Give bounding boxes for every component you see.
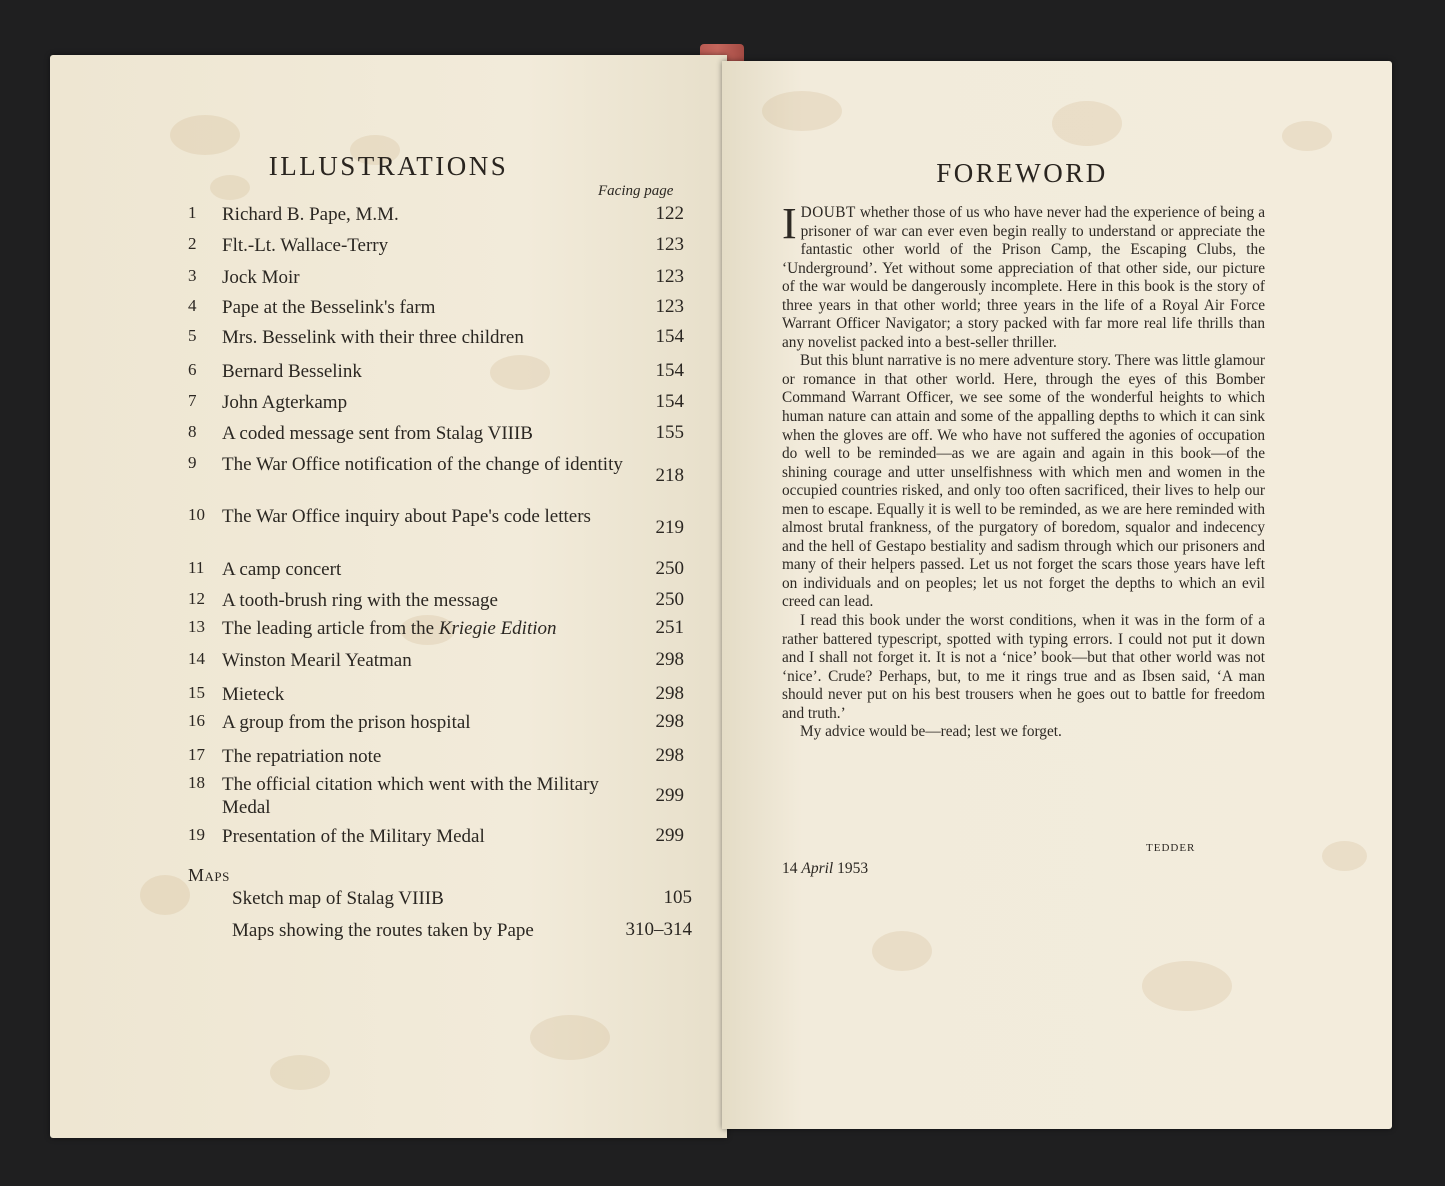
right-page-foreword	[722, 61, 1392, 1129]
left-page-illustrations	[50, 55, 727, 1138]
illustration-title: The repatriation note	[222, 746, 382, 767]
illustration-page: 251	[655, 617, 684, 638]
illustration-title: Presentation of the Military Medal	[222, 826, 485, 847]
illustration-number: 14	[188, 649, 205, 668]
foreword-paragraph: My advice would be—read; lest we forget.	[800, 723, 1062, 741]
map-page: 105	[663, 887, 692, 908]
illustration-page: 298	[655, 683, 684, 704]
illustration-page: 250	[655, 589, 684, 610]
illustration-page: 298	[655, 649, 684, 670]
illustration-page: 123	[655, 296, 684, 317]
illustration-title: Bernard Besselink	[222, 361, 362, 382]
illustration-number: 10	[188, 505, 205, 524]
illustration-number: 8	[188, 422, 197, 441]
illustration-number: 12	[188, 589, 205, 608]
illustration-number: 16	[188, 711, 205, 730]
illustration-number: 17	[188, 745, 205, 764]
map-title: Maps showing the routes taken by Pape	[232, 920, 534, 941]
illustration-page: 123	[655, 234, 684, 255]
illustration-page: 250	[655, 558, 684, 579]
foreword-paragraph: IDOUBT whether those of us who have never had the experience of being a prisoner of war can ever even begin really to understand or appreciate the fantastic other world of the Prison Camp, the Escaping Clubs, the ‘Underground’. Yet without some appreciation of that other side, our picture of the war would be dangerously incomplete. Here in this book is the story of three years in that other world; three years in the life of a Royal Air Force Warrant Officer Navigator; a story packed with far more real life thrills than any novelist packed into a best-seller thriller.	[782, 199, 1265, 351]
map-page: 310–314	[625, 919, 692, 940]
illustration-title-italic: Kriegie Edition	[438, 618, 557, 639]
illustration-title: Mieteck	[222, 684, 285, 705]
illustration-title: A coded message sent from Stalag VIIIB	[222, 423, 533, 444]
drop-cap: I	[782, 199, 797, 248]
foreword-heading: FOREWORD	[936, 158, 1108, 188]
illustration-title: A tooth-brush ring with the message	[222, 590, 498, 611]
maps-heading: Maps	[188, 865, 230, 885]
illustration-title: Jock Moir	[222, 267, 300, 288]
illustration-number: 19	[188, 825, 205, 844]
foreword-paragraph: I read this book under the worst conditions, when it was in the form of a rather battered typescript, spotted with typing errors. I could not put it down and I shall not forget it. It is not a ‘nice’ book—but that other world was not ‘nice’. Crude? Perhaps, but, to me it rings true and as Ibsen said, ‘A man should never put on his best trousers when he goes out to battle for freedom and truth.’	[782, 612, 1265, 722]
illustration-title: Pape at the Besselink's farm	[222, 297, 436, 318]
map-title: Sketch map of Stalag VIIIB	[232, 888, 444, 909]
foreword-paragraph: But this blunt narrative is no mere adventure story. There was little glamour or romance in that other world. Here, through the eyes of this Bomber Command Warrant Officer, we see some of the wonderful heights to which human nature can attain and some of the appalling depths to which it can sink when the gloves are off. We who have not suffered the agonies of occupation do well to be reminded—as we are again and again in this book—of the shining courage and utter unselfishness with which men and women in the occupied countries risked, and only too often sacrificed, their lives to help our men to escape. Equally it is well to be reminded, as we are here reminded with almost brutal frankness, of the purgatory of boredom, squalor and indecency and the hell of Gestapo bestiality and sadism through which our prisoners and many of their helpers passed. Let us not forget the scars those years have left on individuals and on peoples; let us not forget the depths to which an evil creed can lead.	[782, 352, 1265, 611]
illustration-title: A camp concert	[222, 559, 342, 580]
illustration-number: 9	[188, 453, 197, 472]
illustration-page: 123	[655, 266, 684, 287]
illustration-number: 13	[188, 617, 205, 636]
illustration-title: Flt.-Lt. Wallace-Terry	[222, 235, 389, 256]
illustration-page: 298	[655, 711, 684, 732]
illustration-number: 15	[188, 683, 205, 702]
illustration-number: 6	[188, 360, 197, 379]
illustration-page: 299	[655, 785, 684, 806]
illustration-page: 154	[655, 360, 684, 381]
illustration-title: A group from the prison hospital	[222, 712, 471, 733]
illustration-title: Richard B. Pape, M.M.	[222, 204, 399, 225]
illustration-number: 18	[188, 773, 205, 792]
illustration-title: The official citation which went with the Military Medal	[222, 774, 599, 818]
illustration-title: The leading article from the Kriegie Edition	[222, 618, 557, 639]
illustration-number: 4	[188, 296, 197, 315]
illustration-page: 154	[655, 391, 684, 412]
illustration-title: Mrs. Besselink with their three children	[222, 327, 524, 348]
first-word: DOUBT	[800, 204, 856, 221]
illustration-page: 154	[655, 326, 684, 347]
facing-page-label: Facing page	[598, 183, 674, 199]
illustration-page: 155	[655, 422, 684, 443]
illustration-title: Winston Mearil Yeatman	[222, 650, 412, 671]
illustration-page: 298	[655, 745, 684, 766]
illustration-page: 219	[655, 517, 684, 538]
dateline: 14 April 1953	[782, 860, 869, 877]
signature: TEDDER	[1146, 842, 1196, 854]
illustration-title: The War Office notification of the change of identity	[222, 454, 623, 475]
illustration-title: John Agterkamp	[222, 392, 348, 413]
illustration-number: 3	[188, 266, 197, 285]
illustration-page: 122	[655, 203, 684, 224]
illustration-page: 218	[655, 465, 684, 486]
illustration-number: 2	[188, 234, 197, 253]
illustration-title: The War Office inquiry about Pape's code letters	[222, 506, 591, 527]
foreword-body	[782, 199, 1265, 742]
illustration-number: 11	[188, 558, 205, 577]
illustration-number: 1	[188, 203, 197, 222]
illustration-page: 299	[655, 825, 684, 846]
illustration-number: 5	[188, 326, 197, 345]
illustration-number: 7	[188, 391, 197, 410]
illustrations-heading: ILLUSTRATIONS	[268, 151, 509, 181]
